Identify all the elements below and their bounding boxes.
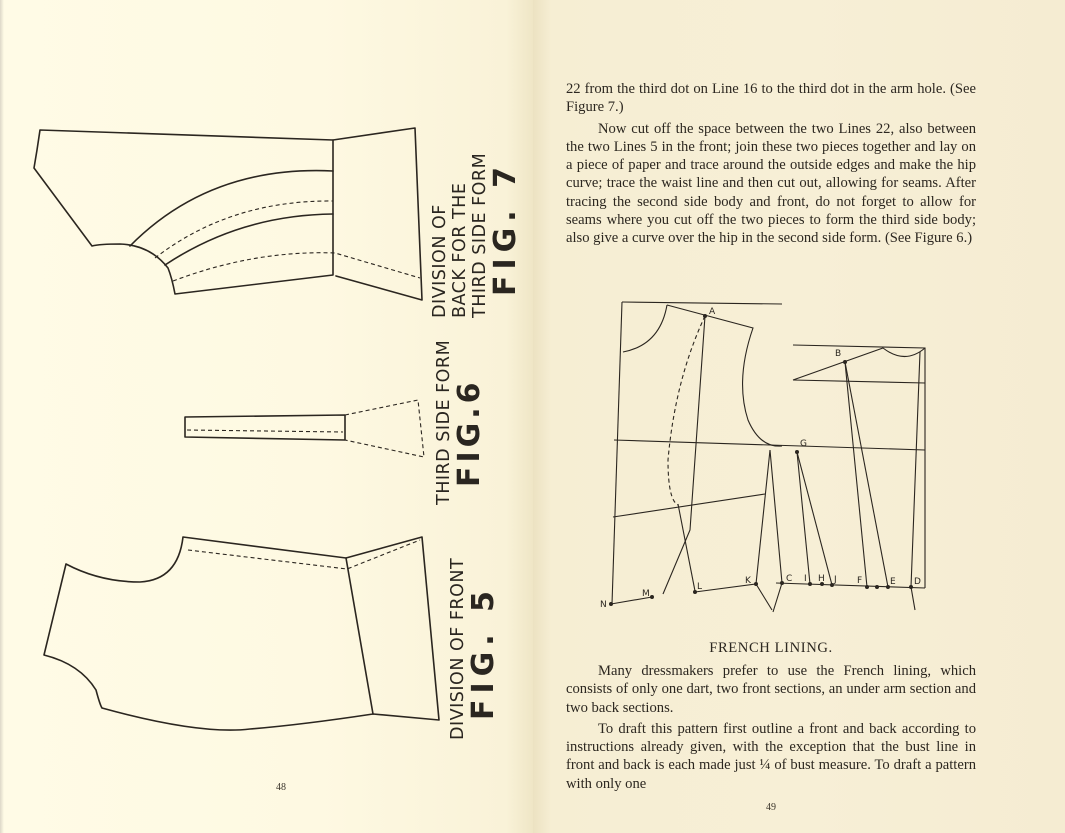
- label-g: G: [800, 439, 807, 449]
- fig7-label: FIG. 7: [488, 161, 523, 296]
- label-m: M: [642, 589, 650, 599]
- label-i: I: [804, 574, 807, 584]
- body-text-bottom: [566, 662, 976, 793]
- paragraph-4: To draft this pattern first outline a front and back according to instructions already given, with the exception that the bust line in front and back is each made just ¼ of bust measure. To draft a pattern with only one: [566, 720, 976, 792]
- fig5-label: FIG. 5: [466, 585, 501, 720]
- fig7-caption-line-3: THIRD SIDE FORM: [470, 152, 490, 318]
- fig5-caption-line-1: DIVISION OF FRONT: [448, 557, 468, 740]
- label-f: F: [857, 576, 863, 586]
- page-number-right: 49: [766, 802, 776, 813]
- label-k: K: [745, 576, 751, 586]
- label-d: D: [914, 577, 921, 587]
- paragraph-3: Many dressmakers prefer to use the French lining, which consists of only one dart, two front sections, an under arm section and two back sections.: [566, 663, 976, 716]
- label-e: E: [890, 577, 896, 587]
- label-c: C: [786, 574, 793, 584]
- label-b: B: [835, 349, 842, 359]
- paragraph-2: Now cut off the space between the two Lines 22, also between the two Lines 5 in the front; join these two pieces together and lay on a piece of paper and trace around the outside edges and make the hip curve; trace the waist line and then cut out, allowing for seams. After tracing the second side body and front, do not forget to allow for seams where you cut off the two pieces to form the third side body; also give a curve over the hip in the second side form. (See Figure 6.): [566, 120, 976, 247]
- label-a: A: [709, 307, 716, 317]
- fig7-caption-line-2: BACK FOR THE: [450, 182, 470, 318]
- fig6-caption-line-1: THIRD SIDE FORM: [434, 339, 454, 505]
- label-l: L: [697, 582, 703, 592]
- page-number-left: 48: [276, 782, 286, 793]
- paragraph-1: 22 from the third dot on Line 16 to the third dot in the arm hole. (See Figure 7.): [566, 81, 976, 116]
- label-j: J: [834, 575, 837, 585]
- diagram-points: [609, 314, 913, 606]
- label-n: N: [600, 600, 607, 610]
- section-heading-french-lining: FRENCH LINING.: [709, 640, 833, 656]
- fig7-caption-line-1: DIVISION OF: [430, 204, 450, 318]
- fig6-label: FIG.6: [452, 378, 487, 487]
- label-h: H: [818, 574, 825, 584]
